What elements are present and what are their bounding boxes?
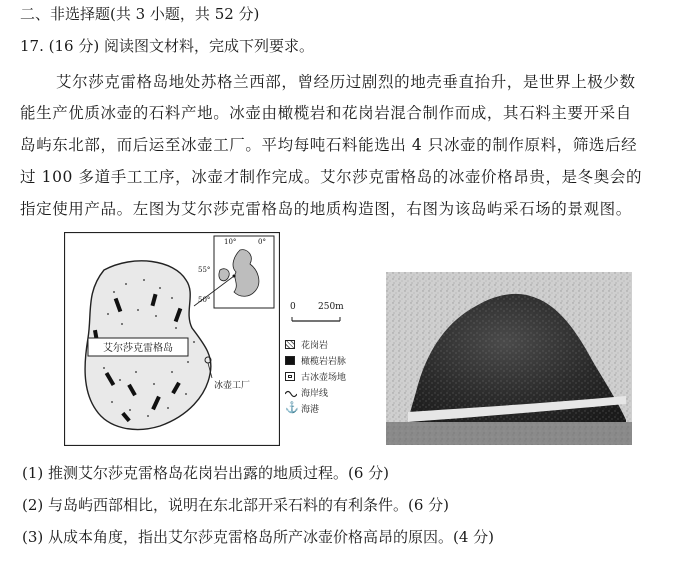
paragraph-line: 艾尔莎克雷格岛地处苏格兰西部，曾经历过剧烈的地壳垂直抬升，是世界上极少数	[56, 73, 636, 91]
black-block-icon	[285, 356, 295, 365]
question-header: 17. (16 分) 阅读图文材料，完成下列要求。	[20, 37, 314, 55]
island-label: 艾尔莎克雷格岛	[103, 343, 173, 354]
scale-zero: 0	[290, 302, 296, 312]
anchor-icon: ⚓	[285, 401, 299, 414]
inset-lon-label: 0°	[258, 238, 266, 246]
factory-label: 冰壶工厂	[214, 381, 251, 391]
inset-lat-label: 55°	[198, 266, 211, 274]
subquestion-1: (1) 推测艾尔莎克雷格岛花岗岩出露的地质过程。(6 分)	[22, 464, 390, 482]
paragraph-line: 指定使用产品。左图为艾尔莎克雷格岛的地质构造图，右图为该岛屿采石场的景观图。	[20, 200, 632, 218]
quarry-photo	[386, 272, 632, 445]
inset-lat-label: 50°	[198, 296, 211, 304]
scale-distance: 250m	[318, 302, 344, 312]
scale-line	[288, 316, 358, 326]
paragraph-line: 过 100 多道手工工序，冰壶才制作完成。艾尔莎克雷格岛的冰壶价格昂贵，是冬奥会的	[20, 168, 643, 186]
paragraph-line: 能生产优质冰壶的石料产地。冰壶由橄榄岩和花岗岩混合制作而成，其石料主要开采自	[20, 104, 632, 122]
geological-map	[64, 232, 280, 446]
section-title: 二、非选择题(共 3 小题，共 52 分)	[20, 5, 260, 23]
map-drawing	[64, 232, 280, 446]
quarry-photo-drawing	[386, 272, 632, 445]
ireland-outline	[219, 269, 229, 281]
inset-lon-label: 10°	[224, 238, 237, 246]
subquestion-2: (2) 与岛屿西部相比，说明在东北部开采石料的有利条件。(6 分)	[22, 496, 450, 514]
boxed-square-icon	[285, 372, 295, 381]
subquestion-3: (3) 从成本角度，指出艾尔莎克雷格岛所产冰壶价格高昂的原因。(4 分)	[22, 528, 495, 546]
hatched-square-icon	[285, 340, 295, 349]
paragraph-line: 岛屿东北部，而后运至冰壶工厂。平均每吨石料能选出 4 只冰壶的制作原料，筛选后经	[20, 136, 638, 154]
wavy-line-icon	[285, 388, 297, 398]
scale-bar	[288, 300, 358, 330]
